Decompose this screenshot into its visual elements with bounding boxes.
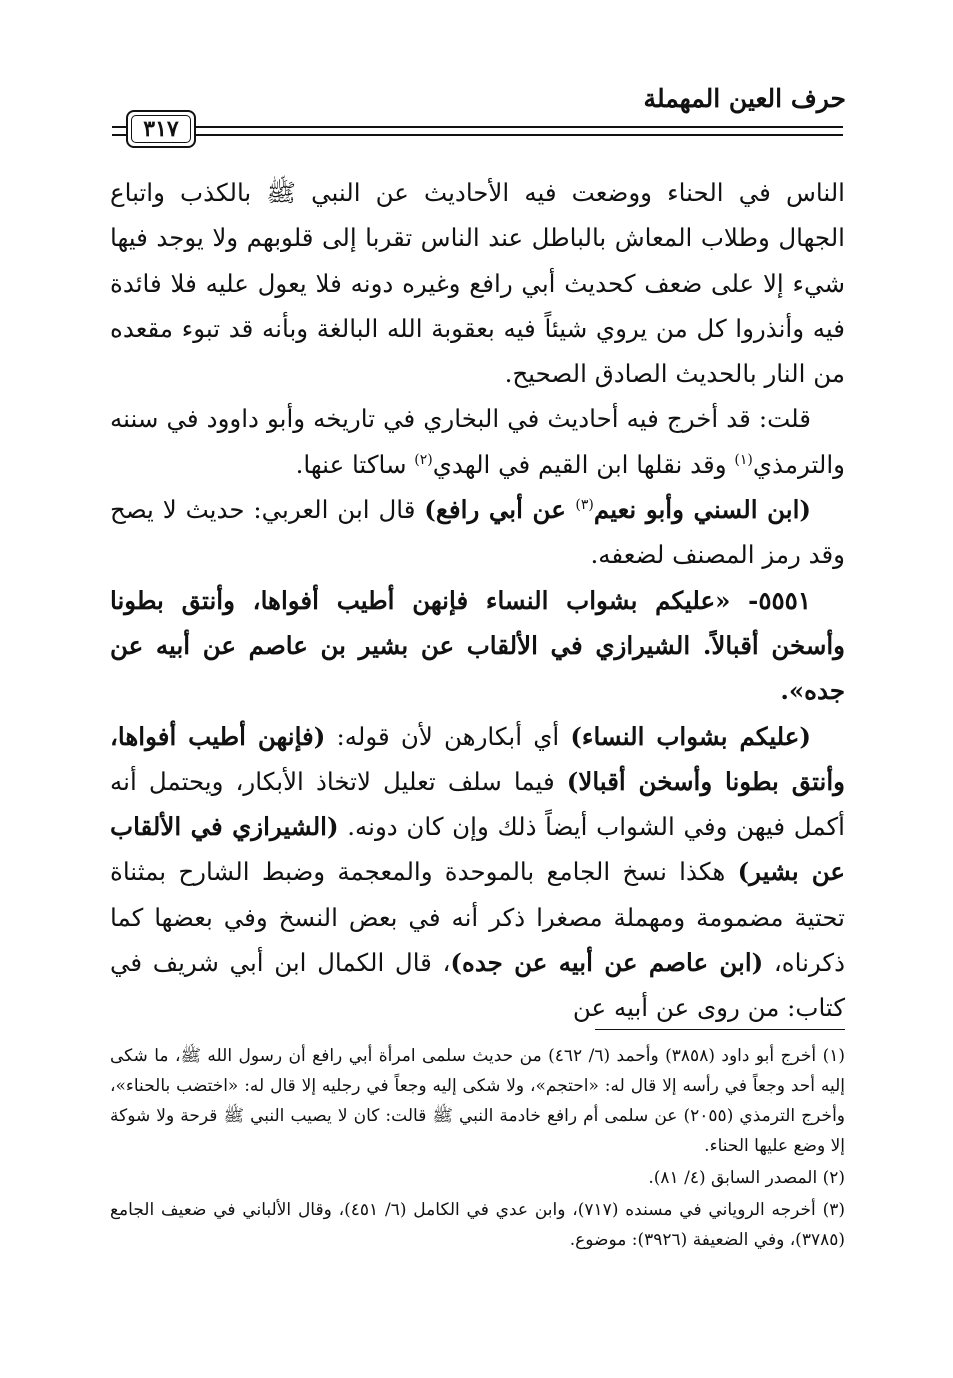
paragraph-3-text: قال ابن العربي: حديث لا يصح وقد رمز المصنف لضعفه. [110,495,845,570]
footnote-3: (٣) أخرجه الروياني في مسنده (٧١٧)، وابن عدي في الكامل (٦/ ٤٥١)، وقال الألباني في ضعيف الجامع (٣٧٨٥)، وفي الضعيفة (٣٩٢٦): موضوع. [110,1200,845,1250]
commentary-bold-2: (فإنهن أطيب أفواها، وأنتق بطونا وأسخن أقبالا) [110,721,845,796]
header-double-rule [196,126,843,136]
paragraph-2-text-b: وقد نقلها ابن القيم في الهدي [432,449,735,479]
source-attribution-b: عن أبي رافع) [424,495,576,525]
hadith-5551 [110,578,845,714]
page-number: ٣١٧ [131,115,191,143]
footnote-divider [595,1029,845,1030]
page-number-frame [126,110,196,148]
paragraph-2-text-a: قلت: قد أخرج فيه أحاديث في البخاري في تاريخه وأبو داوود في سننه والترمذي [110,404,845,479]
header-double-rule-end [112,126,126,136]
commentary-bold-3: (الشيرازي في الألقاب عن بشير) [110,812,846,887]
commentary-text-2: فيما سلف تعليل لاتخاذ الأبكار، ويحتمل أنه أكمل فيهن وفي الشواب أيضاً ذلك وإن كان دونه. [110,766,845,842]
source-attribution-a: (ابن السني وأبو نعيم [593,495,811,525]
commentary-bold-4: (ابن عاصم عن أبيه عن جده) [450,948,764,978]
footnote-1: (١) أخرج أبو داود (٣٨٥٨) وأحمد (٦/ ٤٦٢) من حديث سلمى امرأة أبي رافع أن رسول الله ﷺ، ما شكى إليه أحد وجعاً في رأسه إلا قال له: «احتجم»، ولا شكى إليه وجعاً في رجليه إلا قال له: «اختضب بالحناء»، وأخرج الترمذي (٢٠٥٥) عن سلمى أم رافع خادمة النبي ﷺ قالت: كان لا يصيب النبي ﷺ قرحة ولا شوكة إلا وضع عليها الحناء. [110,1046,846,1156]
footnotes [110,1041,845,1257]
footnote-ref-3[interactable]: (٣) [575,496,594,513]
paragraph-5 [110,714,845,1031]
footnote-2: (٢) المصدر السابق (٤/ ٨١). [648,1168,845,1188]
paragraph-2-text-c: ساكتا عنها. [295,449,415,479]
commentary-text-1: أي أبكارهن لأن قوله: [325,721,571,751]
footnote-ref-1[interactable]: (١) [734,451,753,468]
main-text [110,170,845,1031]
footnote-ref-2[interactable]: (٢) [414,451,433,468]
commentary-text-3: هكذا نسخ الجامع بالموحدة والمعجمة وضبط الشارح بمثناة تحتية مضمومة ومهملة مصغرا ذكر أنه في بعض النسخ وفي بعضها كما ذكرناه، [110,857,845,978]
chapter-title: حرف العين المهملة [643,84,846,113]
commentary-text-4: ، قال الكمال ابن أبي شريف في كتاب: من روى عن أبيه عن [110,948,845,1023]
paragraph-1: الناس في الحناء ووضعت فيه الأحاديث عن النبي ﷺ بالكذب واتباع الجهال وطلاب المعاش بالباطل عند الناس تقربا إلى قلوبهم ولا يوجد فيها شيء إلا على ضعف كحديث أبي رافع وغيره دونه فلا يعول عليه فلا فائدة فيه وأنذروا كل من يروي شيئاً فيه بعقوبة الله البالغة وبأنه قد تبوء مقعده من النار بالحديث الصادق الصحيح. [110,178,845,389]
commentary-bold-1: (عليكم بشواب النساء) [570,721,811,751]
paragraph-2 [110,396,845,487]
paragraph-3 [110,487,845,578]
hadith-5551-text: ٥٥٥١- «عليكم بشواب النساء فإنهن أطيب أفواها، وأنتق بطونا وأسخن أقبالاً. الشيرازي في الألقاب عن بشير بن عاصم عن أبيه عن جده». [110,585,845,706]
